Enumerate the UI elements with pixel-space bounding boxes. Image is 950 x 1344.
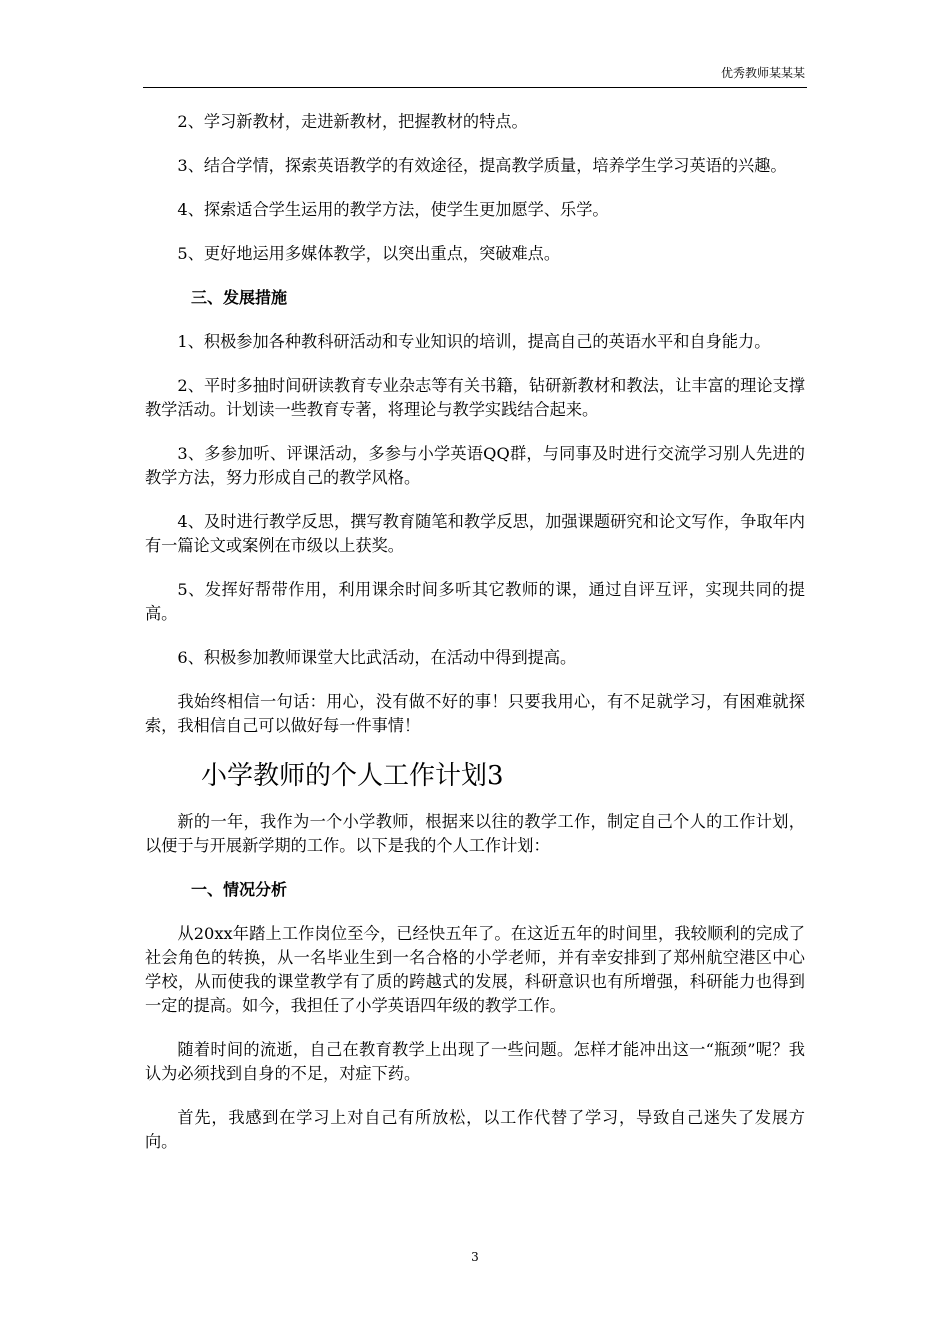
paragraph: 2、学习新教材，走进新教材，把握教材的特点。: [177, 112, 528, 131]
page-number: 3: [471, 1250, 479, 1264]
paragraph: 5、更好地运用多媒体教学，以突出重点，突破难点。: [177, 244, 561, 263]
paragraph: 我始终相信一句话：用心，没有做不好的事！只要我用心，有不足就学习，有困难就探索，我相信自己可以做好每一件事情！: [145, 692, 805, 735]
paragraph: 随着时间的流逝，自己在教育教学上出现了一些问题。怎样才能冲出这一“瓶颈”呢？我认为必须找到自身的不足，对症下药。: [145, 1040, 805, 1083]
section-heading: 三、发展措施: [191, 288, 288, 307]
paragraph: 6、积极参加教师课堂大比武活动，在活动中得到提高。: [177, 648, 577, 667]
paragraph: 3、多参加听、评课活动，多参与小学英语QQ群，与同事及时进行交流学习别人先进的教学方法，努力形成自己的教学风格。: [145, 444, 805, 487]
paragraph: 1、积极参加各种教科研活动和专业知识的培训，提高自己的英语水平和自身能力。: [177, 332, 771, 351]
paragraph: 2、平时多抽时间研读教育专业杂志等有关书籍，钻研新教材和教法，让丰富的理论支撑教学活动。计划读一些教育专著，将理论与教学实践结合起来。: [145, 376, 805, 419]
document-title: 小学教师的个人工作计划3: [201, 761, 504, 791]
section-heading: 一、情况分析: [191, 880, 288, 899]
header-rule: [143, 87, 807, 88]
page-header-text: 优秀教师某某某: [720, 66, 805, 80]
paragraph: 从20xx年踏上工作岗位至今，已经快五年了。在这近五年的时间里，我较顺利的完成了社会角色的转换，从一名毕业生到一名合格的小学老师，并有幸安排到了郑州航空港区中心学校，从而使我的课堂教学有了质的跨越式的发展，科研意识也有所增强，科研能力也得到一定的提高。如今，我担任了小学英语四年级的教学工作。: [145, 924, 805, 1015]
document-body: [145, 110, 805, 1174]
paragraph: 首先，我感到在学习上对自己有所放松，以工作代替了学习，导致自己迷失了发展方向。: [145, 1108, 805, 1151]
paragraph: 新的一年，我作为一个小学教师，根据来以往的教学工作，制定自己个人的工作计划，以便于与开展新学期的工作。以下是我的个人工作计划：: [145, 812, 805, 855]
paragraph: 4、及时进行教学反思，撰写教育随笔和教学反思，加强课题研究和论文写作，争取年内有一篇论文或案例在市级以上获奖。: [145, 512, 805, 555]
paragraph: 5、发挥好帮带作用，利用课余时间多听其它教师的课，通过自评互评，实现共同的提高。: [145, 580, 805, 623]
paragraph: 3、结合学情，探索英语教学的有效途径，提高教学质量，培养学生学习英语的兴趣。: [177, 156, 787, 175]
paragraph: 4、探索适合学生运用的教学方法，使学生更加愿学、乐学。: [177, 200, 609, 219]
